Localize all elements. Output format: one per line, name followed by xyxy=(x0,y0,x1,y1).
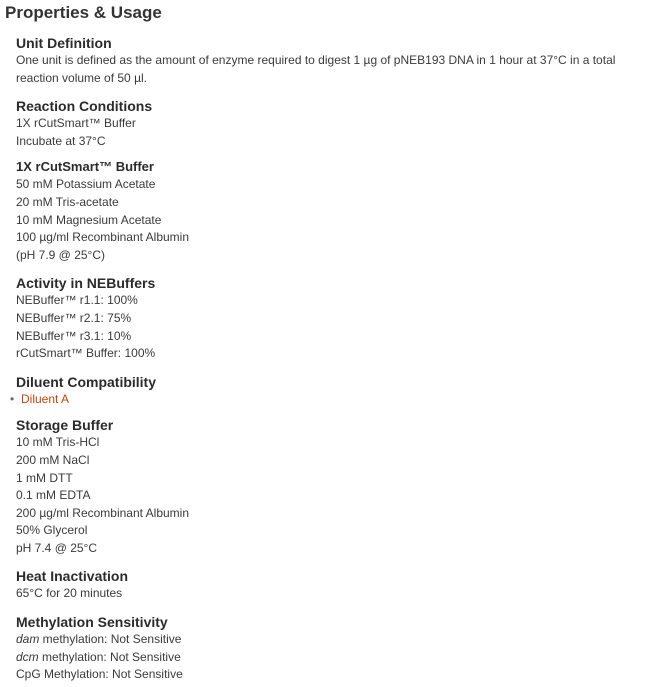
diluent-section xyxy=(10,373,646,409)
reaction-conditions-section xyxy=(16,98,646,150)
storage-heading: Storage Buffer xyxy=(16,417,114,434)
storage-line: 1 mM DTT xyxy=(16,470,73,485)
diluent-list-item xyxy=(5,391,646,409)
methylation-type: dam xyxy=(16,632,40,647)
storage-section xyxy=(16,417,646,557)
buffer-section xyxy=(16,159,646,264)
methylation-line xyxy=(16,666,646,684)
activity-line: NEBuffer™ r3.1: 10% xyxy=(16,328,132,343)
heat-inactivation-line: 65°C for 20 minutes xyxy=(16,586,123,601)
storage-line: 50% Glycerol xyxy=(16,523,88,538)
methylation-status: methylation: Not Sensitive xyxy=(39,632,182,647)
methylation-section xyxy=(16,614,646,684)
activity-line: NEBuffer™ r2.1: 75% xyxy=(16,310,132,325)
buffer-line: 100 µg/ml Recombinant Albumin xyxy=(16,230,190,245)
unit-definition-text: One unit is defined as the amount of enzyme required to digest 1 µg of pNEB193 DNA in 1 hour at 37°C in a total reaction volume of 50 µl. xyxy=(16,53,616,85)
buffer-heading: 1X rCutSmart™ Buffer xyxy=(16,159,154,175)
heat-inactivation-heading: Heat Inactivation xyxy=(16,568,129,585)
activity-line: NEBuffer™ r1.1: 100% xyxy=(16,293,138,308)
buffer-line: 50 mM Potassium Acetate xyxy=(16,177,156,192)
storage-line: 0.1 mM EDTA xyxy=(16,488,91,503)
methylation-status: methylation: Not Sensitive xyxy=(38,649,181,664)
storage-line: pH 7.4 @ 25°C xyxy=(16,540,98,555)
activity-section xyxy=(16,275,646,362)
reaction-condition-line: Incubate at 37°C xyxy=(16,133,106,148)
storage-line: 200 mM NaCl xyxy=(16,452,90,467)
methylation-heading: Methylation Sensitivity xyxy=(16,614,168,631)
methylation-line xyxy=(16,631,646,649)
buffer-line: (pH 7.9 @ 25°C) xyxy=(16,247,106,262)
storage-line: 10 mM Tris-HCl xyxy=(16,435,100,450)
reaction-conditions-heading: Reaction Conditions xyxy=(16,98,153,115)
heat-inactivation-section xyxy=(16,568,646,603)
storage-line: 200 µg/ml Recombinant Albumin xyxy=(16,505,190,520)
reaction-condition-line: 1X rCutSmart™ Buffer xyxy=(16,116,136,131)
activity-line: rCutSmart™ Buffer: 100% xyxy=(16,346,156,361)
buffer-line: 10 mM Magnesium Acetate xyxy=(16,212,162,227)
page-title: Properties & Usage xyxy=(5,3,162,22)
unit-definition-section xyxy=(16,35,646,87)
diluent-heading: Diluent Compatibility xyxy=(16,373,156,390)
buffer-line: 20 mM Tris-acetate xyxy=(16,194,119,209)
bullet-icon: • xyxy=(10,391,15,406)
methylation-line xyxy=(16,649,646,667)
diluent-a-link[interactable]: Diluent A xyxy=(21,391,70,406)
unit-definition-heading: Unit Definition xyxy=(16,35,112,51)
methylation-type: dcm xyxy=(16,649,39,664)
methylation-status: CpG Methylation: Not Sensitive xyxy=(16,667,183,682)
activity-heading: Activity in NEBuffers xyxy=(16,275,156,292)
